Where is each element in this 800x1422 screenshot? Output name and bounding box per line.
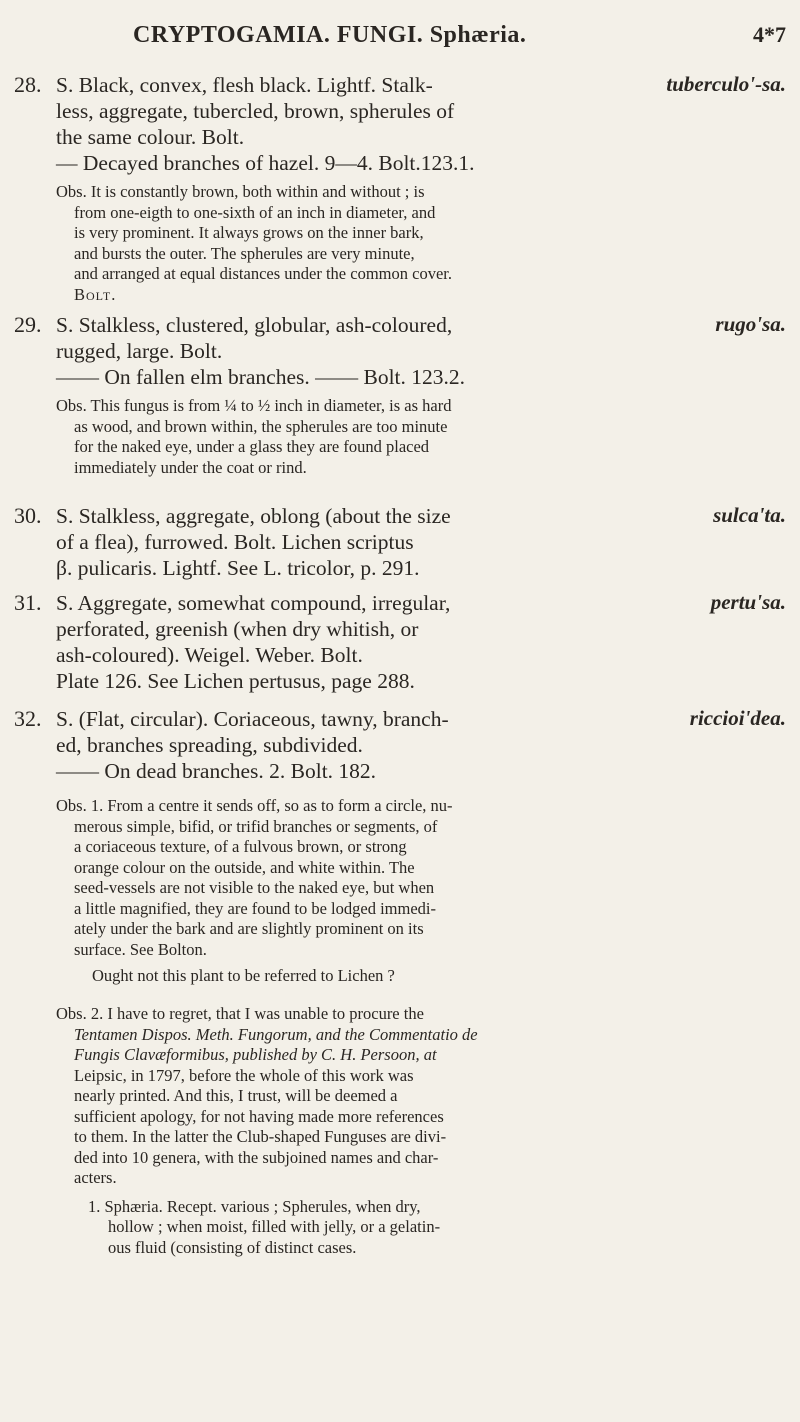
description-line: Plate 126. See Lichen pertusus, page 288. [56, 669, 415, 693]
obs-line: ous fluid (consisting of distinct cases. [108, 1237, 357, 1257]
obs-line: Obs. 2. I have to regret, that I was unable to procure the [56, 1004, 424, 1023]
obs-line: surface. See Bolton. [74, 939, 207, 959]
obs-line: nearly printed. And this, I trust, will be deemed a [74, 1086, 398, 1105]
obs-line: is very prominent. It always grows on the inner bark, [74, 223, 424, 242]
obs-line: and bursts the outer. The spherules are very minute, [74, 243, 415, 263]
description-line: —— On fallen elm branches. —— Bolt. 123.2. [56, 365, 466, 389]
species-epithet: tuberculo'-sa. [666, 72, 786, 96]
obs-line: sufficient apology, for not having made more references [74, 1106, 444, 1126]
obs-line: orange colour on the outside, and white within. The [74, 857, 415, 877]
description-line: perforated, greenish (when dry whitish, or [56, 617, 419, 641]
observation-28 [56, 182, 756, 305]
obs-line: and arranged at equal distances under the common cover. [74, 264, 452, 283]
description-line: — Decayed branches of hazel. 9—4. Bolt.123.1. [56, 151, 475, 175]
obs-line: Obs. It is constantly brown, both within and without ; is [56, 182, 425, 201]
entry-number: 30. [14, 503, 42, 528]
obs-line: from one-eigth to one-sixth of an inch in diameter, and [74, 202, 436, 222]
obs-line: Fungis Clavæformibus, published by C. H. Persoon, at [74, 1045, 437, 1064]
species-epithet: pertu'sa. [710, 590, 786, 614]
obs-line: for the naked eye, under a glass they are found placed [74, 437, 430, 456]
obs-line: 1. Sphæria. Recept. various ; Spherules, when dry, [88, 1196, 421, 1216]
description-line: β. pulicaris. Lightf. See L. tricolor, p. 291. [56, 556, 420, 580]
obs-line: Obs. This fungus is from ¼ to ½ inch in diameter, is as hard [56, 396, 452, 415]
description-line: —— On dead branches. 2. Bolt. 182. [56, 759, 377, 783]
entry-description [56, 503, 656, 581]
obs-line: Bolt. [74, 284, 117, 304]
entry-description [56, 72, 656, 176]
observation-32-second [56, 1004, 756, 1258]
obs-line: acters. [74, 1168, 117, 1187]
running-title: CRYPTOGAMIA. FUNGI. Sphæria. [133, 22, 527, 48]
description-line: ash-coloured). Weigel. Weber. Bolt. [56, 643, 363, 667]
species-epithet: riccioi'dea. [689, 706, 786, 730]
description-line: of a flea), furrowed. Bolt. Lichen scriptus [56, 530, 414, 554]
observation-29 [56, 396, 756, 478]
obs-line: Tentamen Dispos. Meth. Fungorum, and the Commentatio de [74, 1024, 478, 1044]
entry-number: 29. [14, 312, 42, 337]
obs-line: hollow ; when moist, filled with jelly, or a gelatin- [108, 1217, 441, 1236]
description-line: the same colour. Bolt. [56, 125, 245, 149]
entry-description [56, 312, 656, 390]
running-header [0, 14, 800, 54]
entry-number: 32. [14, 706, 42, 731]
species-epithet: rugo'sa. [715, 312, 786, 336]
description-line: S. Stalkless, clustered, globular, ash-coloured, [56, 313, 453, 337]
description-line: less, aggregate, tubercled, brown, spherules of [56, 99, 455, 123]
entry-description [56, 590, 656, 694]
obs-line: Leipsic, in 1797, before the whole of this work was [74, 1065, 414, 1085]
description-line: S. (Flat, circular). Coriaceous, tawny, branch- [56, 707, 449, 731]
obs-line: Obs. 1. From a centre it sends off, so as to form a circle, nu- [56, 796, 453, 815]
entry-number: 31. [14, 590, 42, 615]
obs-line: a little magnified, they are found to be lodged immedi- [74, 898, 436, 918]
obs-line: seed-vessels are not visible to the naked eye, but when [74, 878, 435, 897]
obs-line: merous simple, bifid, or trifid branches or segments, of [74, 816, 438, 836]
obs-line: ately under the bark and are slightly prominent on its [74, 919, 424, 938]
description-line: S. Stalkless, aggregate, oblong (about the size [56, 504, 451, 528]
page-number: 4*7 [753, 22, 786, 47]
obs-line: a coriaceous texture, of a fulvous brown, or strong [74, 837, 407, 856]
description-line: rugged, large. Bolt. [56, 339, 223, 363]
description-line: S. Aggregate, somewhat compound, irregular, [56, 591, 451, 615]
observation-32 [56, 796, 756, 987]
entry-description [56, 706, 656, 784]
description-line: S. Black, convex, flesh black. Lightf. Stalk- [56, 73, 433, 97]
obs-line: ded into 10 genera, with the subjoined names and char- [74, 1147, 439, 1167]
obs-line: to them. In the latter the Club-shaped Funguses are divi- [74, 1127, 447, 1146]
species-epithet: sulca'ta. [713, 503, 786, 527]
obs-line: Ought not this plant to be referred to Lichen ? [92, 966, 395, 985]
obs-line: immediately under the coat or rind. [74, 457, 307, 477]
obs-line: as wood, and brown within, the spherules are too minute [74, 416, 448, 436]
description-line: ed, branches spreading, subdivided. [56, 733, 363, 757]
entry-number: 28. [14, 72, 42, 97]
